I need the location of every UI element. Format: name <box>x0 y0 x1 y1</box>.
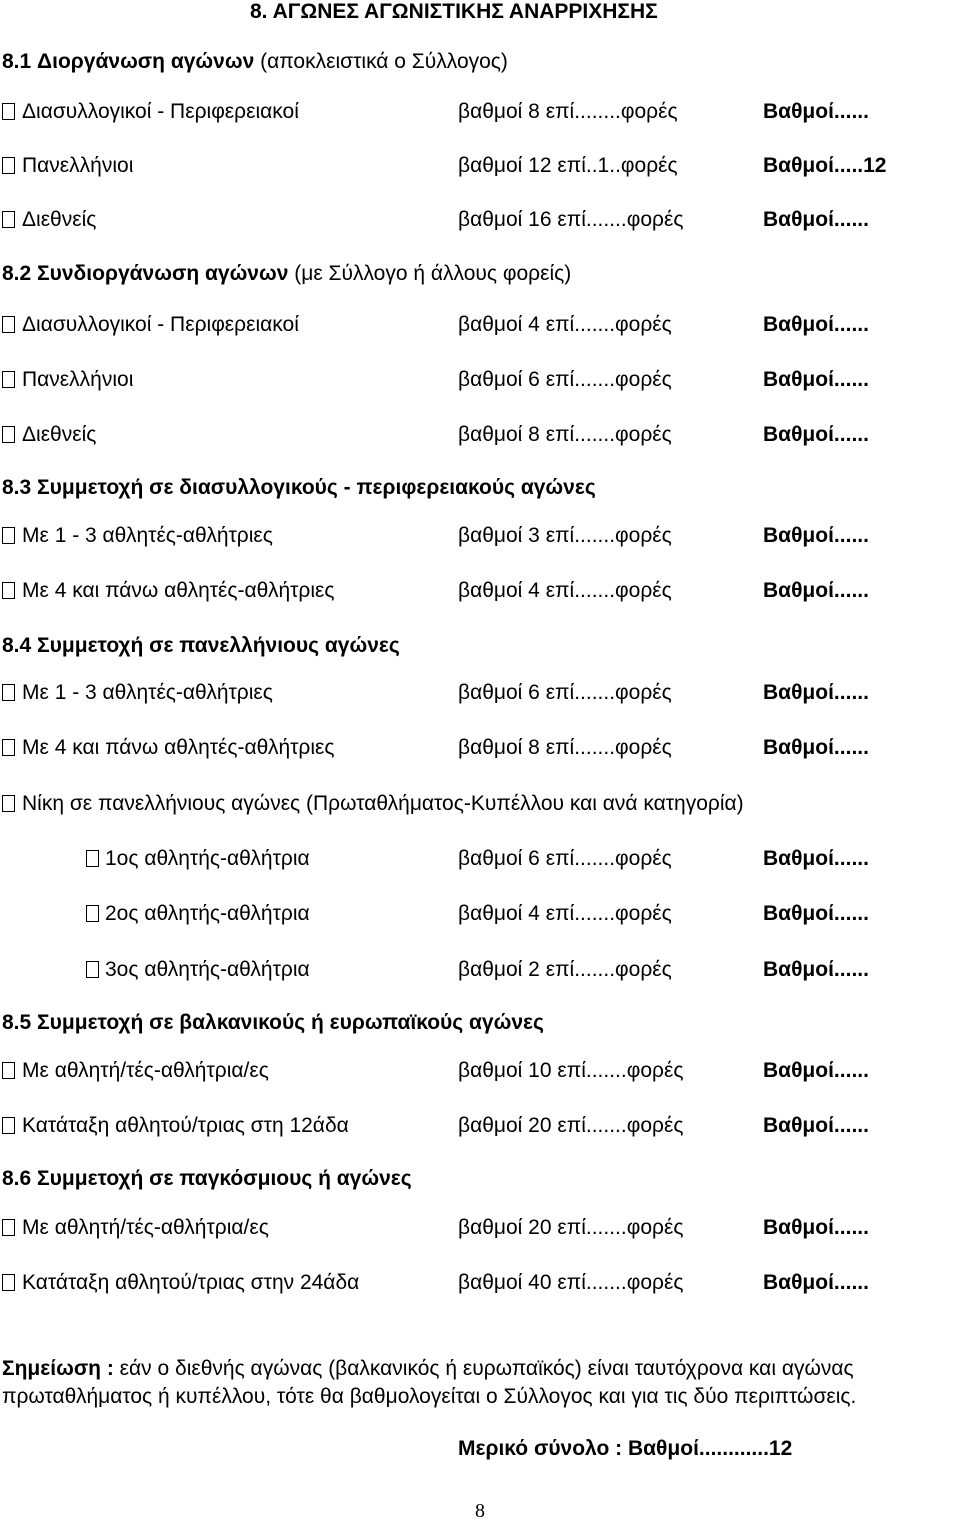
section-number: 8.2 <box>2 262 32 285</box>
row-score: Βαθμοί...... <box>763 1216 869 1239</box>
row-label: Πανελλήνιοι <box>22 154 134 177</box>
section-note: (αποκλειστικά ο Σύλλογος) <box>260 50 508 73</box>
row-points: βαθμοί 4 επί.......φορές <box>458 313 672 336</box>
section-8-1-heading <box>2 48 508 76</box>
row-label: Με 1 - 3 αθλητές-αθλήτριες <box>22 524 273 547</box>
row-points: βαθμοί 6 επί.......φορές <box>458 847 672 870</box>
section-title: Συμμετοχή σε πανελλήνιους αγώνες <box>37 634 400 657</box>
row-label: Διεθνείς <box>22 423 97 446</box>
row-score: Βαθμοί...... <box>763 100 869 123</box>
section-title: Συμμετοχή σε παγκόσμιους ή αγώνες <box>37 1167 412 1190</box>
bullet-box-icon <box>2 1062 15 1079</box>
row-label: Κατάταξη αθλητού/τριας στην 24άδα <box>22 1271 360 1294</box>
row-score: Βαθμοί...... <box>763 1059 869 1082</box>
row-points: βαθμοί 20 επί.......φορές <box>458 1216 684 1239</box>
row-points: βαθμοί 20 επί.......φορές <box>458 1114 684 1137</box>
row-points: βαθμοί 3 επί.......φορές <box>458 524 672 547</box>
row-points: βαθμοί 8 επί.......φορές <box>458 736 672 759</box>
row-points: βαθμοί 8 επί.......φορές <box>458 423 672 446</box>
bullet-box-icon <box>2 157 15 174</box>
section-8-4-heading <box>2 632 400 660</box>
bullet-box-icon <box>2 1117 15 1134</box>
note-text: εάν ο διεθνής αγώνας (βαλκανικός ή ευρωπαϊκός) είναι ταυτόχρονα και αγώνας πρωταθλήματος ή κυπέλλου, τότε θα βαθμολογείται ο Σύλλογος και για τις δύο περιπτώσεις. <box>2 1357 857 1408</box>
section-note: (με Σύλλογο ή άλλους φορείς) <box>294 262 572 285</box>
note-label: Σημείωση : <box>2 1357 114 1380</box>
row-score: Βαθμοί...... <box>763 958 869 981</box>
row-score: Βαθμοί...... <box>763 579 869 602</box>
bullet-box-icon <box>86 850 99 867</box>
bullet-box-icon <box>86 961 99 978</box>
row-label: Με 4 και πάνω αθλητές-αθλήτριες <box>22 736 335 759</box>
row-label: Πανελλήνιοι <box>22 368 134 391</box>
bullet-box-icon <box>2 527 15 544</box>
bullet-box-icon <box>2 582 15 599</box>
bullet-box-icon <box>2 103 15 120</box>
sub-heading: Νίκη σε πανελλήνιους αγώνες (Πρωταθλήματος-Κυπέλλου και ανά κατηγορία) <box>22 792 744 815</box>
section-number: 8.6 <box>2 1167 32 1190</box>
bullet-box-icon <box>2 739 15 756</box>
bullet-box-icon <box>86 905 99 922</box>
section-number: 8.5 <box>2 1011 32 1034</box>
row-score: Βαθμοί...... <box>763 847 869 870</box>
bullet-box-icon <box>2 371 15 388</box>
row-label: 2ος αθλητής-αθλήτρια <box>105 902 310 925</box>
section-number: 8.3 <box>2 476 32 499</box>
section-8-5-heading <box>2 1009 544 1037</box>
section-8-3-heading <box>2 474 596 502</box>
section-title: Συμμετοχή σε βαλκανικούς ή ευρωπαϊκούς αγώνες <box>37 1011 544 1034</box>
note-paragraph <box>2 1355 958 1411</box>
row-score: Βαθμοί...... <box>763 902 869 925</box>
row-label: Με 1 - 3 αθλητές-αθλήτριες <box>22 681 273 704</box>
bullet-box-icon <box>2 1274 15 1291</box>
row-points: βαθμοί 12 επί..1..φορές <box>458 154 678 177</box>
row-points: βαθμοί 8 επί........φορές <box>458 100 678 123</box>
row-points: βαθμοί 6 επί.......φορές <box>458 368 672 391</box>
section-number: 8.4 <box>2 634 32 657</box>
section-8-6-heading <box>2 1165 412 1193</box>
section-title: Διοργάνωση αγώνων <box>37 50 255 73</box>
bullet-box-icon <box>2 684 15 701</box>
bullet-box-icon <box>2 795 15 812</box>
row-score: Βαθμοί...... <box>763 1114 869 1137</box>
section-title: Συνδιοργάνωση αγώνων <box>37 262 289 285</box>
bullet-box-icon <box>2 426 15 443</box>
row-label: 3ος αθλητής-αθλήτρια <box>105 958 310 981</box>
row-score: Βαθμοί...... <box>763 736 869 759</box>
row-score: Βαθμοί...... <box>763 1271 869 1294</box>
row-label: Διασυλλογικοί - Περιφερειακοί <box>22 313 299 336</box>
row-points: βαθμοί 2 επί.......φορές <box>458 958 672 981</box>
row-score: Βαθμοί...... <box>763 313 869 336</box>
main-title: 8. ΑΓΩΝΕΣ ΑΓΩΝΙΣΤΙΚΗΣ ΑΝΑΡΡΙΧΗΣΗΣ <box>250 0 658 23</box>
row-score: Βαθμοί...... <box>763 681 869 704</box>
bullet-box-icon <box>2 1219 15 1236</box>
row-label: Διασυλλογικοί - Περιφερειακοί <box>22 100 299 123</box>
row-score: Βαθμοί...... <box>763 423 869 446</box>
row-label: Διεθνείς <box>22 208 97 231</box>
subtotal: Μερικό σύνολο : Βαθμοί............12 <box>458 1437 793 1460</box>
row-points: βαθμοί 4 επί.......φορές <box>458 579 672 602</box>
row-points: βαθμοί 40 επί.......φορές <box>458 1271 684 1294</box>
row-points: βαθμοί 16 επί.......φορές <box>458 208 684 231</box>
row-score: Βαθμοί...... <box>763 208 869 231</box>
row-points: βαθμοί 6 επί.......φορές <box>458 681 672 704</box>
row-label: 1ος αθλητής-αθλήτρια <box>105 847 310 870</box>
row-score: Βαθμοί.....12 <box>763 154 887 177</box>
row-score: Βαθμοί...... <box>763 368 869 391</box>
row-label: Με 4 και πάνω αθλητές-αθλήτριες <box>22 579 335 602</box>
section-8-2-heading <box>2 260 571 288</box>
section-number: 8.1 <box>2 50 32 73</box>
page-number: 8 <box>475 1500 485 1522</box>
row-score: Βαθμοί...... <box>763 524 869 547</box>
bullet-box-icon <box>2 316 15 333</box>
row-points: βαθμοί 10 επί.......φορές <box>458 1059 684 1082</box>
row-label: Κατάταξη αθλητού/τριας στη 12άδα <box>22 1114 349 1137</box>
bullet-box-icon <box>2 211 15 228</box>
section-title: Συμμετοχή σε διασυλλογικούς - περιφερειακούς αγώνες <box>37 476 596 499</box>
row-points: βαθμοί 4 επί.......φορές <box>458 902 672 925</box>
row-label: Με αθλητή/τές-αθλήτρια/ες <box>22 1059 269 1082</box>
row-label: Με αθλητή/τές-αθλήτρια/ες <box>22 1216 269 1239</box>
